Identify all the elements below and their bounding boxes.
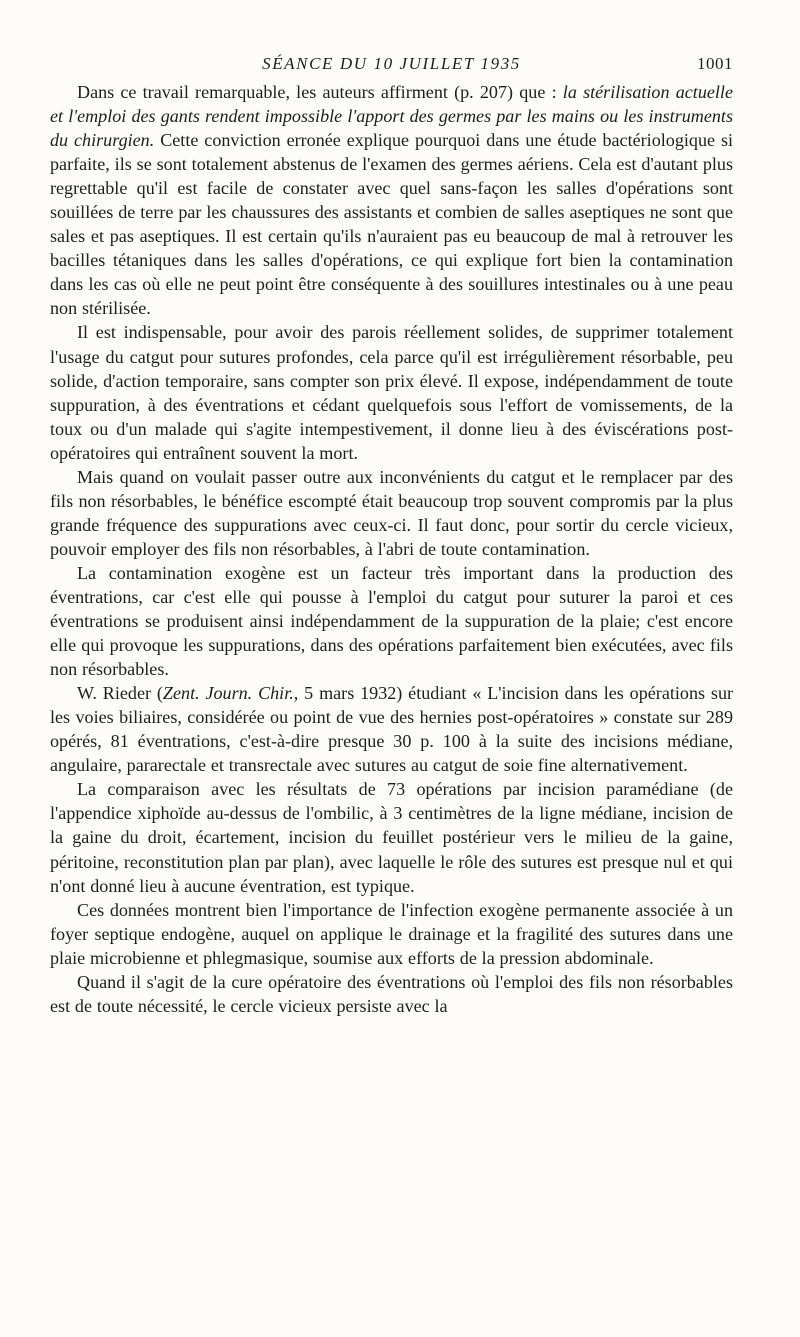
paragraph-1-continuation: Cette conviction erronée explique pourquoi dans une étude bactériologique si parfaite, ils se sont totalement abstenus de l'examen des germes aériens. Cela est d'autant plus regrettable qu'il est facile de constater avec quel sans-façon les salles d'opérations sont souillées de terre par les chaussures des assistants et combien de salles aseptiques ne sont que sales et pas aseptiques. Il est certain qu'ils n'auraient pas eu beaucoup de mal à retrouver les bacilles tétaniques dans les salles d'opérations, ce qui explique fort bien la contamination dans les cas où elle ne peut point être conséquente à des souillures intestinales ou à une peau non stérilisée. (50, 130, 734, 319)
paragraph-5 (50, 681, 733, 777)
paragraph-5-continuation: , 5 mars 1932) étudiant « L'incision dans les opérations sur les voies biliaires, considérée ou point de vue des hernies post-opératoires » constate sur 289 opérés, 81 éventrations, c'est-à-dire presque 30 p. 100 à la suite des incisions médiane, angulaire, pararectale et transrectale avec sutures au catgut de soie fine alternativement. (50, 683, 734, 776)
paragraph-5-citation: Zent. Journ. Chir. (162, 683, 294, 704)
running-title: SÉANCE DU 10 JUILLET 1935 (262, 54, 521, 73)
page-number: 1001 (697, 54, 733, 73)
paragraph-7: Ces données montrent bien l'importance de l'infection exogène permanente associée à un foyer septique endogène, auquel on applique le drainage et la fragilité des sutures dans une plaie microbienne et phlegmasique, soumise aux efforts de la pression abdominale. (50, 899, 733, 968)
paragraph-4: La contamination exogène est un facteur très important dans la production des éventrations, car c'est elle qui pousse à l'emploi du catgut pour suturer la paroi et ces éventrations se produisent ainsi indépendamment de la suppuration de la plaie; c'est encore elle qui provoque les suppurations, dans des opérations parfaitement bien exécutées, avec fils non résorbables. (50, 562, 733, 680)
body-text (50, 80, 733, 1018)
paragraph-6: La comparaison avec les résultats de 73 opérations par incision paramédiane (de l'appendice xiphoïde au-dessus de l'ombilic, à 3 centimètres de la ligne médiane, incision de la gaine du droit, écartement, incision du feuillet postérieur vers le milieu de la gaine, péritoine, reconstitution plan par plan), avec laquelle le rôle des sutures est presque nul et qui n'ont donné lieu à aucune éventration, est typique. (50, 779, 733, 896)
running-header (50, 46, 733, 80)
paragraph-3: Mais quand on voulait passer outre aux inconvénients du catgut et le remplacer par des fils non résorbables, le bénéfice escompté était beaucoup trop souvent compromis par la plus grande fréquence des suppurations avec ceux-ci. Il faut donc, pour sortir du cercle vicieux, pouvoir employer des fils non résorbables, à l'abri de toute contamination. (50, 466, 733, 559)
paragraph-8: Quand il s'agit de la cure opératoire des éventrations où l'emploi des fils non résorbables est de toute nécessité, le cercle vicieux persiste avec la (50, 971, 733, 1016)
paragraph-5-text: W. Rieder ( (77, 683, 163, 704)
document-page (50, 46, 733, 1018)
paragraph-1-text: Dans ce travail remarquable, les auteurs affirment (p. 207) que : (77, 82, 563, 102)
paragraph-1 (50, 80, 733, 320)
paragraph-1-quotation: la stérilisation actuelle et l'emploi des gants rendent impossible l'apport des germes par les mains ou les instruments du chirurgien. (50, 82, 733, 151)
paragraph-2: Il est indispensable, pour avoir des parois réellement solides, de supprimer totalement l'usage du catgut pour sutures profondes, cela parce qu'il est irrégulièrement résorbable, peu solide, d'action temporaire, sans compter son prix élevé. Il expose, indépendamment de toute suppuration, à des éventrations et cédant quelquefois sous l'effort de vomissements, de la toux ou d'un malade qui s'agite intempestivement, il donne lieu à des éviscérations post-opératoires qui entraînent souvent la mort. (50, 322, 733, 463)
